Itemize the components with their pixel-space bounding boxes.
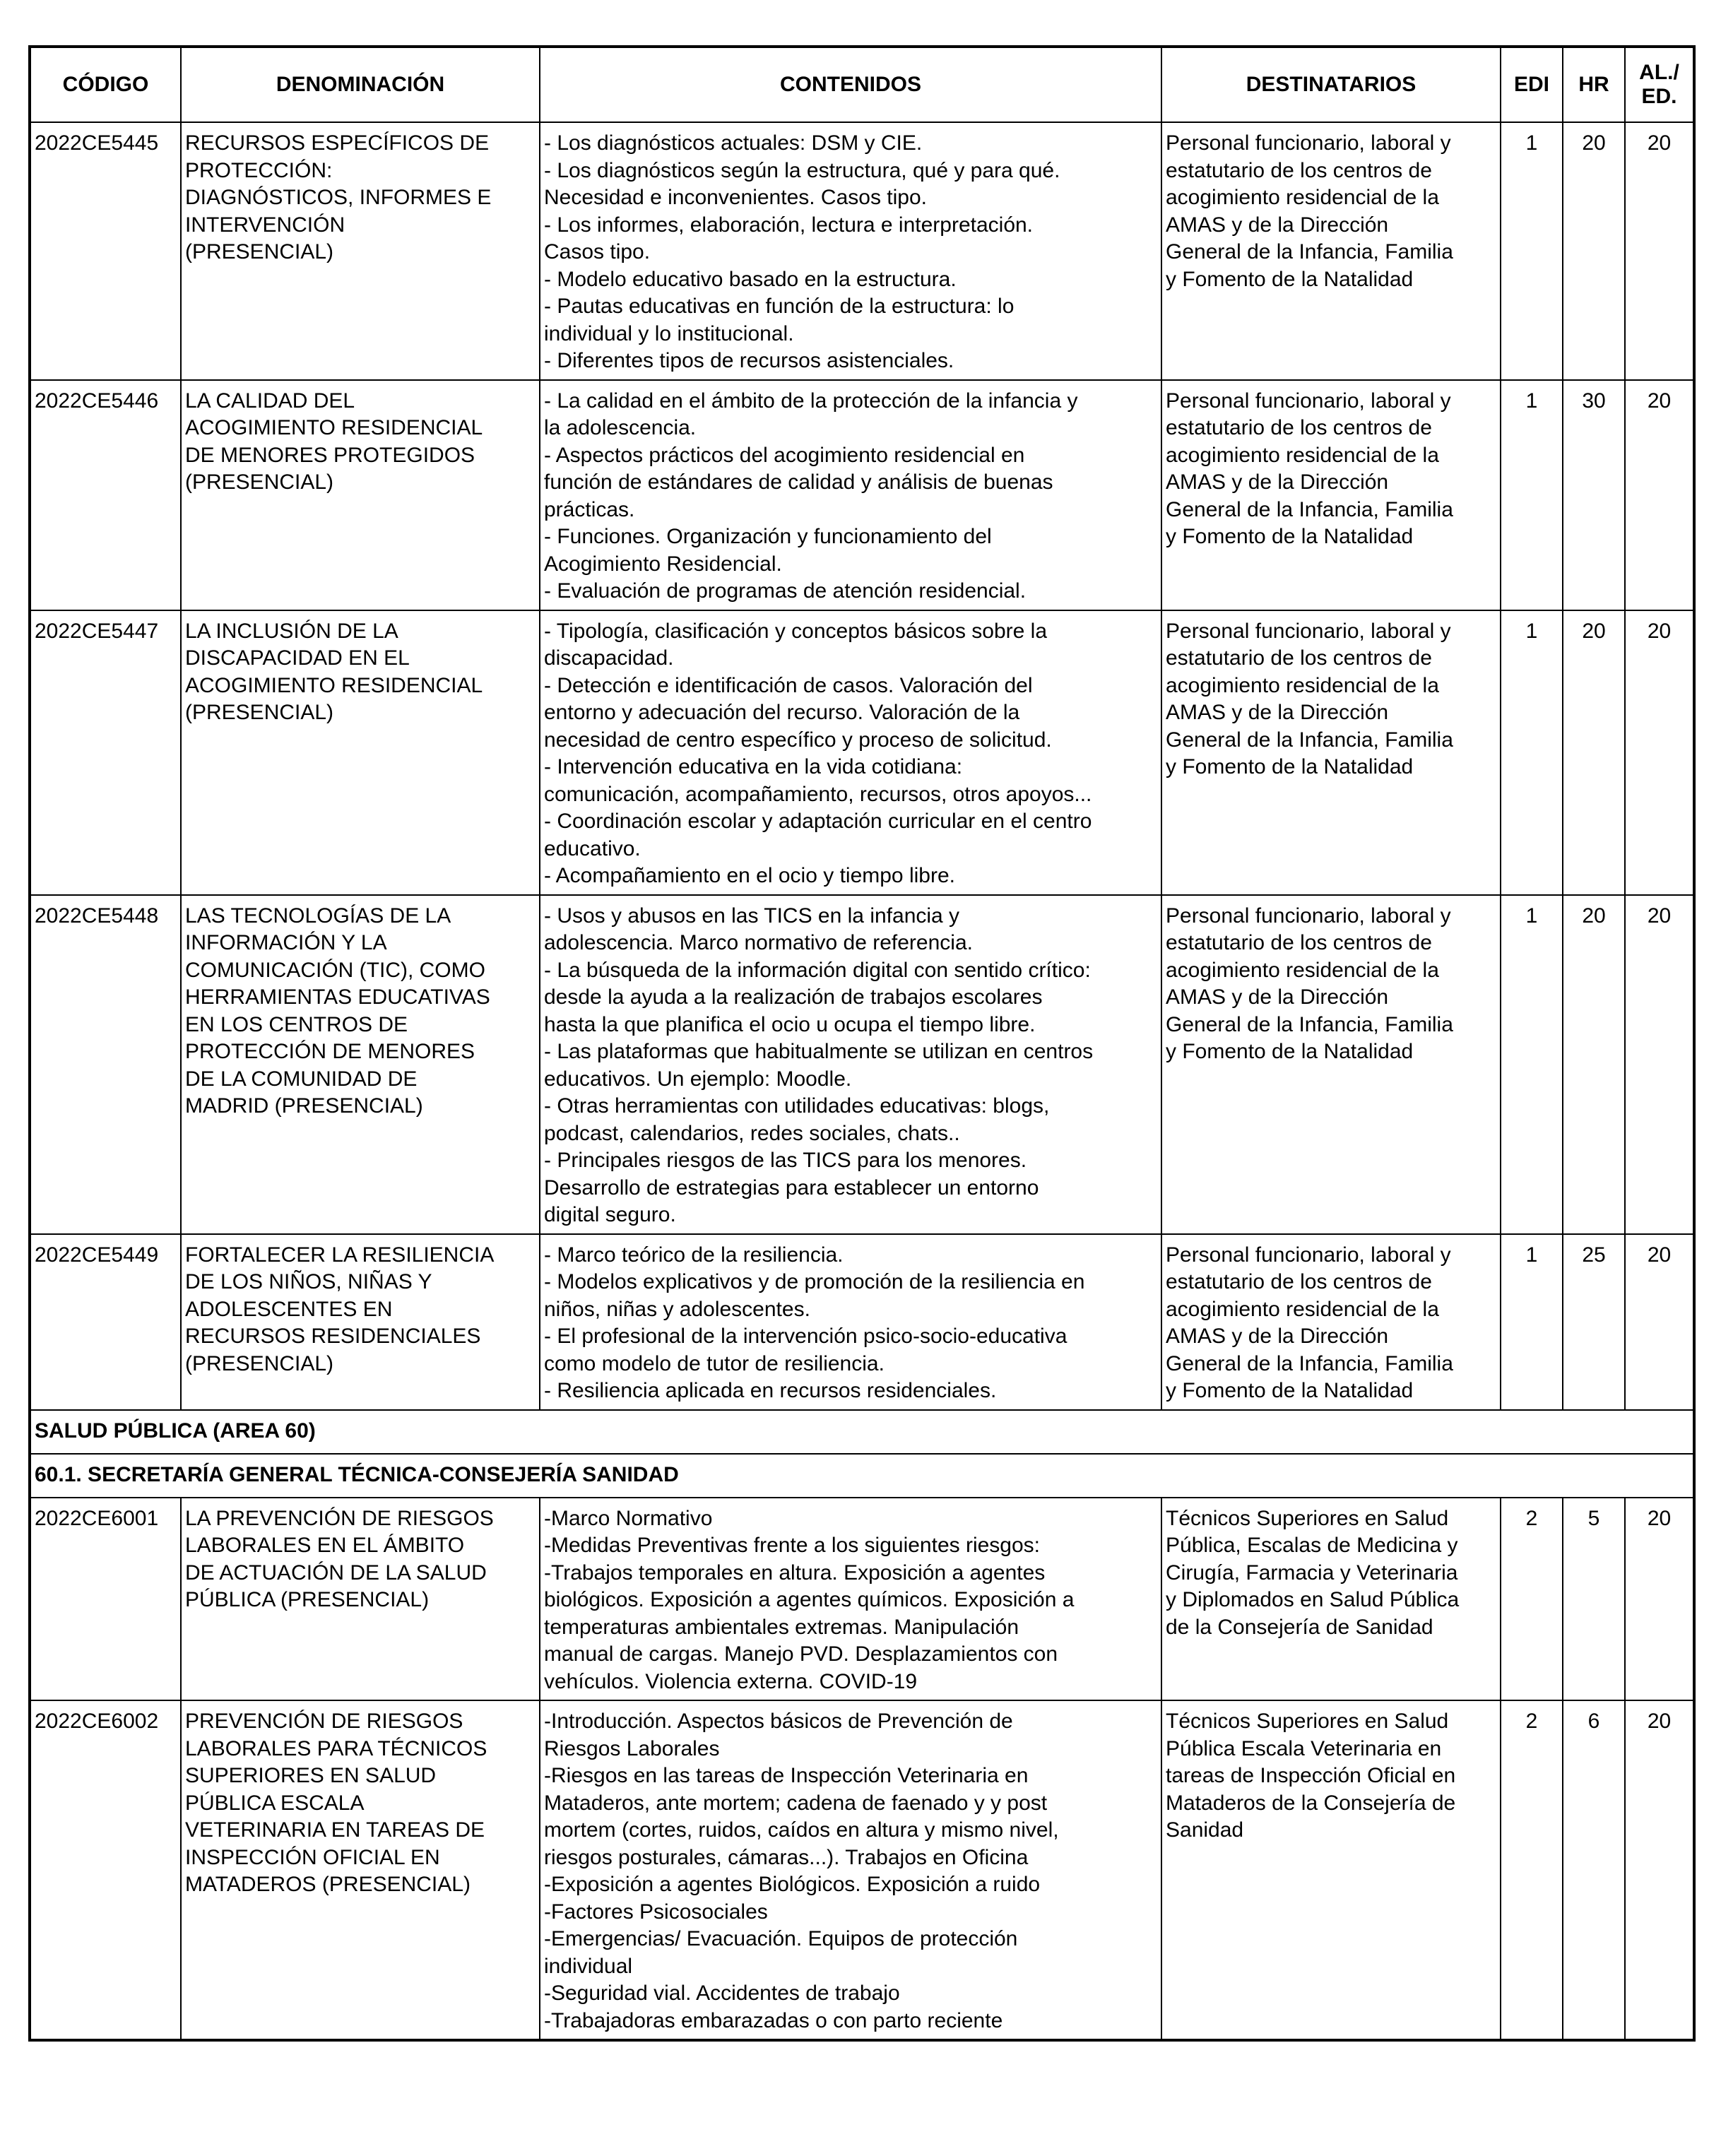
cell-codigo: 2022CE5446 xyxy=(30,380,181,610)
cell-contenidos xyxy=(540,380,1161,610)
contenidos-line: podcast, calendarios, redes sociales, chats.. xyxy=(544,1121,960,1145)
destinatarios-line: Personal funcionario, laboral y xyxy=(1166,131,1451,155)
contenidos-line: Mataderos, ante mortem; cadena de faenado y y post xyxy=(544,1791,1048,1815)
denominacion-line: PROTECCIÓN: xyxy=(185,158,333,182)
cell-destinatarios xyxy=(1161,1234,1501,1410)
cell-denominacion xyxy=(181,1234,540,1410)
denominacion-line: LA PREVENCIÓN DE RIESGOS xyxy=(185,1506,494,1530)
cell-destinatarios xyxy=(1161,122,1501,380)
header-contenidos: CONTENIDOS xyxy=(540,47,1161,122)
denominacion-line: LA INCLUSIÓN DE LA xyxy=(185,619,398,643)
cell-hr: 6 xyxy=(1563,1700,1625,2040)
denominacion-line: PREVENCIÓN DE RIESGOS xyxy=(185,1710,463,1733)
denominacion-line: RECURSOS RESIDENCIALES xyxy=(185,1325,481,1348)
contenidos-line: la adolescencia. xyxy=(544,416,697,439)
denominacion-line: HERRAMIENTAS EDUCATIVAS xyxy=(185,985,490,1009)
cell-al: 20 xyxy=(1625,610,1694,895)
cell-al: 20 xyxy=(1625,1234,1694,1410)
table-row xyxy=(30,122,1694,380)
destinatarios-line: y Diplomados en Salud Pública xyxy=(1166,1588,1460,1611)
denominacion-line: DE ACTUACIÓN DE LA SALUD xyxy=(185,1560,487,1585)
destinatarios-line: estatutario de los centros de xyxy=(1166,931,1432,954)
denominacion-line: (PRESENCIAL) xyxy=(185,470,334,494)
destinatarios-line: Personal funcionario, laboral y xyxy=(1166,1243,1451,1267)
contenidos-line: educativos. Un ejemplo: Moodle. xyxy=(544,1067,852,1091)
cell-codigo: 2022CE6002 xyxy=(30,1700,181,2040)
denominacion-line: FORTALECER LA RESILIENCIA xyxy=(185,1243,495,1267)
cell-al: 20 xyxy=(1625,1498,1694,1701)
contenidos-line: digital seguro. xyxy=(544,1203,676,1226)
denominacion-line: LABORALES PARA TÉCNICOS xyxy=(185,1736,487,1760)
cell-destinatarios xyxy=(1161,1498,1501,1701)
contenidos-line: -Emergencias/ Evacuación. Equipos de protección xyxy=(544,1927,1018,1950)
destinatarios-line: estatutario de los centros de xyxy=(1166,646,1432,670)
cell-contenidos xyxy=(540,895,1161,1234)
destinatarios-line: Personal funcionario, laboral y xyxy=(1166,389,1451,413)
denominacion-line: LAS TECNOLOGÍAS DE LA xyxy=(185,904,451,928)
contenidos-line: - Las plataformas que habitualmente se utilizan en centros xyxy=(544,1040,1094,1063)
contenidos-line: - Aspectos prácticos del acogimiento residencial en xyxy=(544,443,1025,467)
header-hr: HR xyxy=(1563,47,1625,122)
denominacion-line: DE MENORES PROTEGIDOS xyxy=(185,443,475,467)
cell-edi: 1 xyxy=(1501,610,1563,895)
destinatarios-line: Pública, Escalas de Medicina y xyxy=(1166,1534,1458,1557)
destinatarios-line: Técnicos Superiores en Salud xyxy=(1166,1506,1449,1530)
contenidos-line: biológicos. Exposición a agentes químicos. Exposición a xyxy=(544,1588,1075,1611)
cell-destinatarios xyxy=(1161,1700,1501,2040)
denominacion-line: (PRESENCIAL) xyxy=(185,1351,334,1375)
course-catalog-page xyxy=(28,45,1693,2042)
cell-denominacion xyxy=(181,380,540,610)
denominacion-line: RECURSOS ESPECÍFICOS DE xyxy=(185,131,490,155)
contenidos-line: adolescencia. Marco normativo de referencia. xyxy=(544,931,973,954)
destinatarios-line: AMAS y de la Dirección xyxy=(1166,470,1389,494)
denominacion-line: ADOLESCENTES EN xyxy=(185,1297,393,1321)
destinatarios-line: estatutario de los centros de xyxy=(1166,158,1432,182)
section-subarea-title: 60.1. SECRETARÍA GENERAL TÉCNICA-CONSEJERÍA SANIDAD xyxy=(30,1454,1694,1498)
cell-edi: 2 xyxy=(1501,1498,1563,1701)
contenidos-line: - Los diagnósticos actuales: DSM y CIE. xyxy=(544,131,923,155)
course-rows-family xyxy=(30,122,1694,1410)
cell-destinatarios xyxy=(1161,895,1501,1234)
contenidos-line: -Medidas Preventivas frente a los siguientes riesgos: xyxy=(544,1534,1041,1557)
destinatarios-line: Técnicos Superiores en Salud xyxy=(1166,1710,1449,1733)
contenidos-line: -Trabajos temporales en altura. Exposición a agentes xyxy=(544,1560,1046,1585)
destinatarios-line: acogimiento residencial de la xyxy=(1166,958,1439,982)
cell-hr: 25 xyxy=(1563,1234,1625,1410)
contenidos-line: prácticas. xyxy=(544,497,635,521)
table-row xyxy=(30,1700,1694,2040)
cell-edi: 1 xyxy=(1501,1234,1563,1410)
contenidos-line: hasta la que planifica el ocio u ocupa el tiempo libre. xyxy=(544,1012,1036,1036)
destinatarios-line: Cirugía, Farmacia y Veterinaria xyxy=(1166,1560,1458,1585)
header-al-ed-line2: ED. xyxy=(1641,85,1677,108)
contenidos-line: comunicación, acompañamiento, recursos, otros apoyos... xyxy=(544,782,1092,806)
contenidos-line: - Modelos explicativos y de promoción de la resiliencia en xyxy=(544,1270,1085,1293)
destinatarios-line: estatutario de los centros de xyxy=(1166,1270,1432,1293)
cell-al: 20 xyxy=(1625,380,1694,610)
cell-destinatarios xyxy=(1161,610,1501,895)
cell-destinatarios xyxy=(1161,380,1501,610)
denominacion-line: EN LOS CENTROS DE xyxy=(185,1012,408,1036)
denominacion-line: DE LOS NIÑOS, NIÑAS Y xyxy=(185,1270,432,1293)
header-edi: EDI xyxy=(1501,47,1563,122)
cell-hr: 20 xyxy=(1563,895,1625,1234)
contenidos-line: - Evaluación de programas de atención residencial. xyxy=(544,579,1027,603)
denominacion-line: LABORALES EN EL ÁMBITO xyxy=(185,1534,465,1557)
cell-al: 20 xyxy=(1625,895,1694,1234)
cell-edi: 1 xyxy=(1501,122,1563,380)
contenidos-line: temperaturas ambientales extremas. Manipulación xyxy=(544,1615,1019,1639)
denominacion-line: MATADEROS (PRESENCIAL) xyxy=(185,1873,471,1896)
denominacion-line: SUPERIORES EN SALUD xyxy=(185,1764,437,1787)
denominacion-line: PÚBLICA (PRESENCIAL) xyxy=(185,1588,430,1611)
contenidos-line: Acogimiento Residencial. xyxy=(544,552,782,576)
contenidos-line: - Usos y abusos en las TICS en la infancia y xyxy=(544,904,960,928)
contenidos-line: - Otras herramientas con utilidades educativas: blogs, xyxy=(544,1094,1050,1118)
cell-hr: 5 xyxy=(1563,1498,1625,1701)
contenidos-line: Necesidad e inconvenientes. Casos tipo. xyxy=(544,186,927,209)
cell-denominacion xyxy=(181,1498,540,1701)
contenidos-line: vehículos. Violencia externa. COVID-19 xyxy=(544,1669,918,1693)
table-row xyxy=(30,380,1694,610)
destinatarios-line: y Fomento de la Natalidad xyxy=(1166,1379,1414,1402)
denominacion-line: ACOGIMIENTO RESIDENCIAL xyxy=(185,416,483,439)
contenidos-line: -Trabajadoras embarazadas o con parto reciente xyxy=(544,2008,1003,2032)
contenidos-line: - Principales riesgos de las TICS para los menores. xyxy=(544,1149,1027,1172)
destinatarios-line: AMAS y de la Dirección xyxy=(1166,701,1389,724)
contenidos-line: discapacidad. xyxy=(544,646,674,670)
cell-hr: 20 xyxy=(1563,610,1625,895)
destinatarios-line: Sanidad xyxy=(1166,1818,1244,1842)
destinatarios-line: AMAS y de la Dirección xyxy=(1166,1325,1389,1348)
contenidos-line: - Modelo educativo basado en la estructura. xyxy=(544,267,957,291)
cell-al: 20 xyxy=(1625,1700,1694,2040)
header-denominacion: DENOMINACIÓN xyxy=(181,47,540,122)
contenidos-line: -Exposición a agentes Biológicos. Exposición a ruido xyxy=(544,1873,1041,1896)
denominacion-line: MADRID (PRESENCIAL) xyxy=(185,1094,423,1118)
destinatarios-line: y Fomento de la Natalidad xyxy=(1166,1040,1414,1063)
cell-codigo: 2022CE6001 xyxy=(30,1498,181,1701)
contenidos-line: individual xyxy=(544,1954,633,1978)
contenidos-line: - Diferentes tipos de recursos asistenciales. xyxy=(544,349,954,372)
destinatarios-line: y Fomento de la Natalidad xyxy=(1166,267,1414,291)
contenidos-line: mortem (cortes, ruidos, caídos en altura y mismo nivel, xyxy=(544,1818,1059,1842)
contenidos-line: - El profesional de la intervención psico-socio-educativa xyxy=(544,1325,1068,1348)
contenidos-line: - Pautas educativas en función de la estructura: lo xyxy=(544,295,1015,318)
destinatarios-line: acogimiento residencial de la xyxy=(1166,673,1439,697)
contenidos-line: - Detección e identificación de casos. Valoración del xyxy=(544,673,1033,697)
header-al-ed-line1: AL./ xyxy=(1639,61,1679,84)
header-row xyxy=(30,47,1694,122)
course-table xyxy=(28,45,1696,2042)
section-row-sub xyxy=(30,1454,1694,1498)
contenidos-line: -Factores Psicosociales xyxy=(544,1900,768,1924)
cell-contenidos xyxy=(540,122,1161,380)
cell-denominacion xyxy=(181,895,540,1234)
contenidos-line: Riesgos Laborales xyxy=(544,1736,720,1760)
denominacion-line: DIAGNÓSTICOS, INFORMES E xyxy=(185,186,492,209)
contenidos-line: como modelo de tutor de resiliencia. xyxy=(544,1351,885,1375)
denominacion-line: (PRESENCIAL) xyxy=(185,240,334,263)
denominacion-line: INTERVENCIÓN xyxy=(185,213,345,237)
cell-denominacion xyxy=(181,122,540,380)
destinatarios-line: y Fomento de la Natalidad xyxy=(1166,525,1414,548)
cell-codigo: 2022CE5449 xyxy=(30,1234,181,1410)
denominacion-line: ACOGIMIENTO RESIDENCIAL xyxy=(185,673,483,697)
contenidos-line: -Riesgos en las tareas de Inspección Veterinaria en xyxy=(544,1764,1029,1787)
denominacion-line: PÚBLICA ESCALA xyxy=(185,1791,365,1815)
cell-contenidos xyxy=(540,1234,1161,1410)
destinatarios-line: acogimiento residencial de la xyxy=(1166,1297,1439,1321)
table-row xyxy=(30,895,1694,1234)
contenidos-line: -Seguridad vial. Accidentes de trabajo xyxy=(544,1982,900,2005)
contenidos-line: educativo. xyxy=(544,836,641,860)
denominacion-line: COMUNICACIÓN (TIC), COMO xyxy=(185,958,485,982)
contenidos-line: - La búsqueda de la información digital con sentido crítico: xyxy=(544,958,1091,982)
contenidos-line: - Los informes, elaboración, lectura e interpretación. xyxy=(544,213,1034,237)
contenidos-line: niños, niñas y adolescentes. xyxy=(544,1297,810,1321)
cell-codigo: 2022CE5448 xyxy=(30,895,181,1234)
contenidos-line: - Intervención educativa en la vida cotidiana: xyxy=(544,755,963,778)
destinatarios-line: General de la Infancia, Familia xyxy=(1166,240,1453,263)
destinatarios-line: AMAS y de la Dirección xyxy=(1166,985,1389,1009)
table-row xyxy=(30,1498,1694,1701)
table-row xyxy=(30,610,1694,895)
denominacion-line: INFORMACIÓN Y LA xyxy=(185,931,387,954)
cell-codigo: 2022CE5445 xyxy=(30,122,181,380)
header-destinatarios: DESTINATARIOS xyxy=(1161,47,1501,122)
denominacion-line: VETERINARIA EN TAREAS DE xyxy=(185,1818,485,1842)
cell-edi: 2 xyxy=(1501,1700,1563,2040)
destinatarios-line: estatutario de los centros de xyxy=(1166,416,1432,439)
section-area-title: SALUD PÚBLICA (AREA 60) xyxy=(30,1410,1694,1454)
destinatarios-line: General de la Infancia, Familia xyxy=(1166,497,1453,521)
cell-hr: 20 xyxy=(1563,122,1625,380)
contenidos-line: - Coordinación escolar y adaptación curricular en el centro xyxy=(544,810,1092,833)
contenidos-line: - Los diagnósticos según la estructura, qué y para qué. xyxy=(544,158,1060,182)
destinatarios-line: General de la Infancia, Familia xyxy=(1166,1012,1453,1036)
contenidos-line: desde la ayuda a la realización de trabajos escolares xyxy=(544,985,1043,1009)
destinatarios-line: acogimiento residencial de la xyxy=(1166,443,1439,467)
denominacion-line: LA CALIDAD DEL xyxy=(185,389,355,413)
destinatarios-line: de la Consejería de Sanidad xyxy=(1166,1615,1433,1639)
cell-al: 20 xyxy=(1625,122,1694,380)
table-row xyxy=(30,1234,1694,1410)
contenidos-line: entorno y adecuación del recurso. Valoración de la xyxy=(544,701,1020,724)
section-headers xyxy=(30,1410,1694,1498)
contenidos-line: manual de cargas. Manejo PVD. Desplazamientos con xyxy=(544,1642,1058,1666)
header-al-ed xyxy=(1625,47,1694,122)
contenidos-line: necesidad de centro específico y proceso de solicitud. xyxy=(544,728,1052,752)
denominacion-line: INSPECCIÓN OFICIAL EN xyxy=(185,1845,440,1869)
contenidos-line: - Resiliencia aplicada en recursos residenciales. xyxy=(544,1379,997,1402)
cell-contenidos xyxy=(540,610,1161,895)
contenidos-line: -Marco Normativo xyxy=(544,1506,713,1530)
contenidos-line: - Marco teórico de la resiliencia. xyxy=(544,1243,844,1267)
contenidos-line: riesgos posturales, cámaras...). Trabajos en Oficina xyxy=(544,1845,1029,1869)
contenidos-line: - Acompañamiento en el ocio y tiempo libre. xyxy=(544,864,955,887)
contenidos-line: Desarrollo de estrategias para establecer un entorno xyxy=(544,1175,1039,1200)
cell-edi: 1 xyxy=(1501,380,1563,610)
destinatarios-line: Personal funcionario, laboral y xyxy=(1166,619,1451,643)
contenidos-line: individual y lo institucional. xyxy=(544,321,794,345)
contenidos-line: función de estándares de calidad y análisis de buenas xyxy=(544,470,1053,494)
cell-denominacion xyxy=(181,610,540,895)
cell-codigo: 2022CE5447 xyxy=(30,610,181,895)
cell-hr: 30 xyxy=(1563,380,1625,610)
contenidos-line: - Tipología, clasificación y conceptos básicos sobre la xyxy=(544,619,1048,643)
contenidos-line: - Funciones. Organización y funcionamiento del xyxy=(544,525,992,548)
denominacion-line: PROTECCIÓN DE MENORES xyxy=(185,1040,475,1063)
destinatarios-line: General de la Infancia, Familia xyxy=(1166,728,1453,752)
cell-edi: 1 xyxy=(1501,895,1563,1234)
destinatarios-line: Mataderos de la Consejería de xyxy=(1166,1791,1456,1815)
contenidos-line: -Introducción. Aspectos básicos de Prevención de xyxy=(544,1710,1013,1733)
destinatarios-line: AMAS y de la Dirección xyxy=(1166,213,1389,237)
cell-denominacion xyxy=(181,1700,540,2040)
destinatarios-line: tareas de Inspección Oficial en xyxy=(1166,1764,1456,1787)
destinatarios-line: Pública Escala Veterinaria en xyxy=(1166,1736,1442,1760)
cell-contenidos xyxy=(540,1700,1161,2040)
denominacion-line: DISCAPACIDAD EN EL xyxy=(185,646,410,670)
denominacion-line: DE LA COMUNIDAD DE xyxy=(185,1067,418,1091)
denominacion-line: (PRESENCIAL) xyxy=(185,701,334,724)
cell-contenidos xyxy=(540,1498,1161,1701)
course-rows-health xyxy=(30,1498,1694,2041)
contenidos-line: - La calidad en el ámbito de la protección de la infancia y xyxy=(544,389,1078,413)
destinatarios-line: Personal funcionario, laboral y xyxy=(1166,904,1451,928)
section-row-area xyxy=(30,1410,1694,1454)
destinatarios-line: General de la Infancia, Familia xyxy=(1166,1351,1453,1375)
destinatarios-line: acogimiento residencial de la xyxy=(1166,186,1439,209)
destinatarios-line: y Fomento de la Natalidad xyxy=(1166,755,1414,778)
header-codigo: CÓDIGO xyxy=(30,47,181,122)
contenidos-line: Casos tipo. xyxy=(544,240,651,263)
